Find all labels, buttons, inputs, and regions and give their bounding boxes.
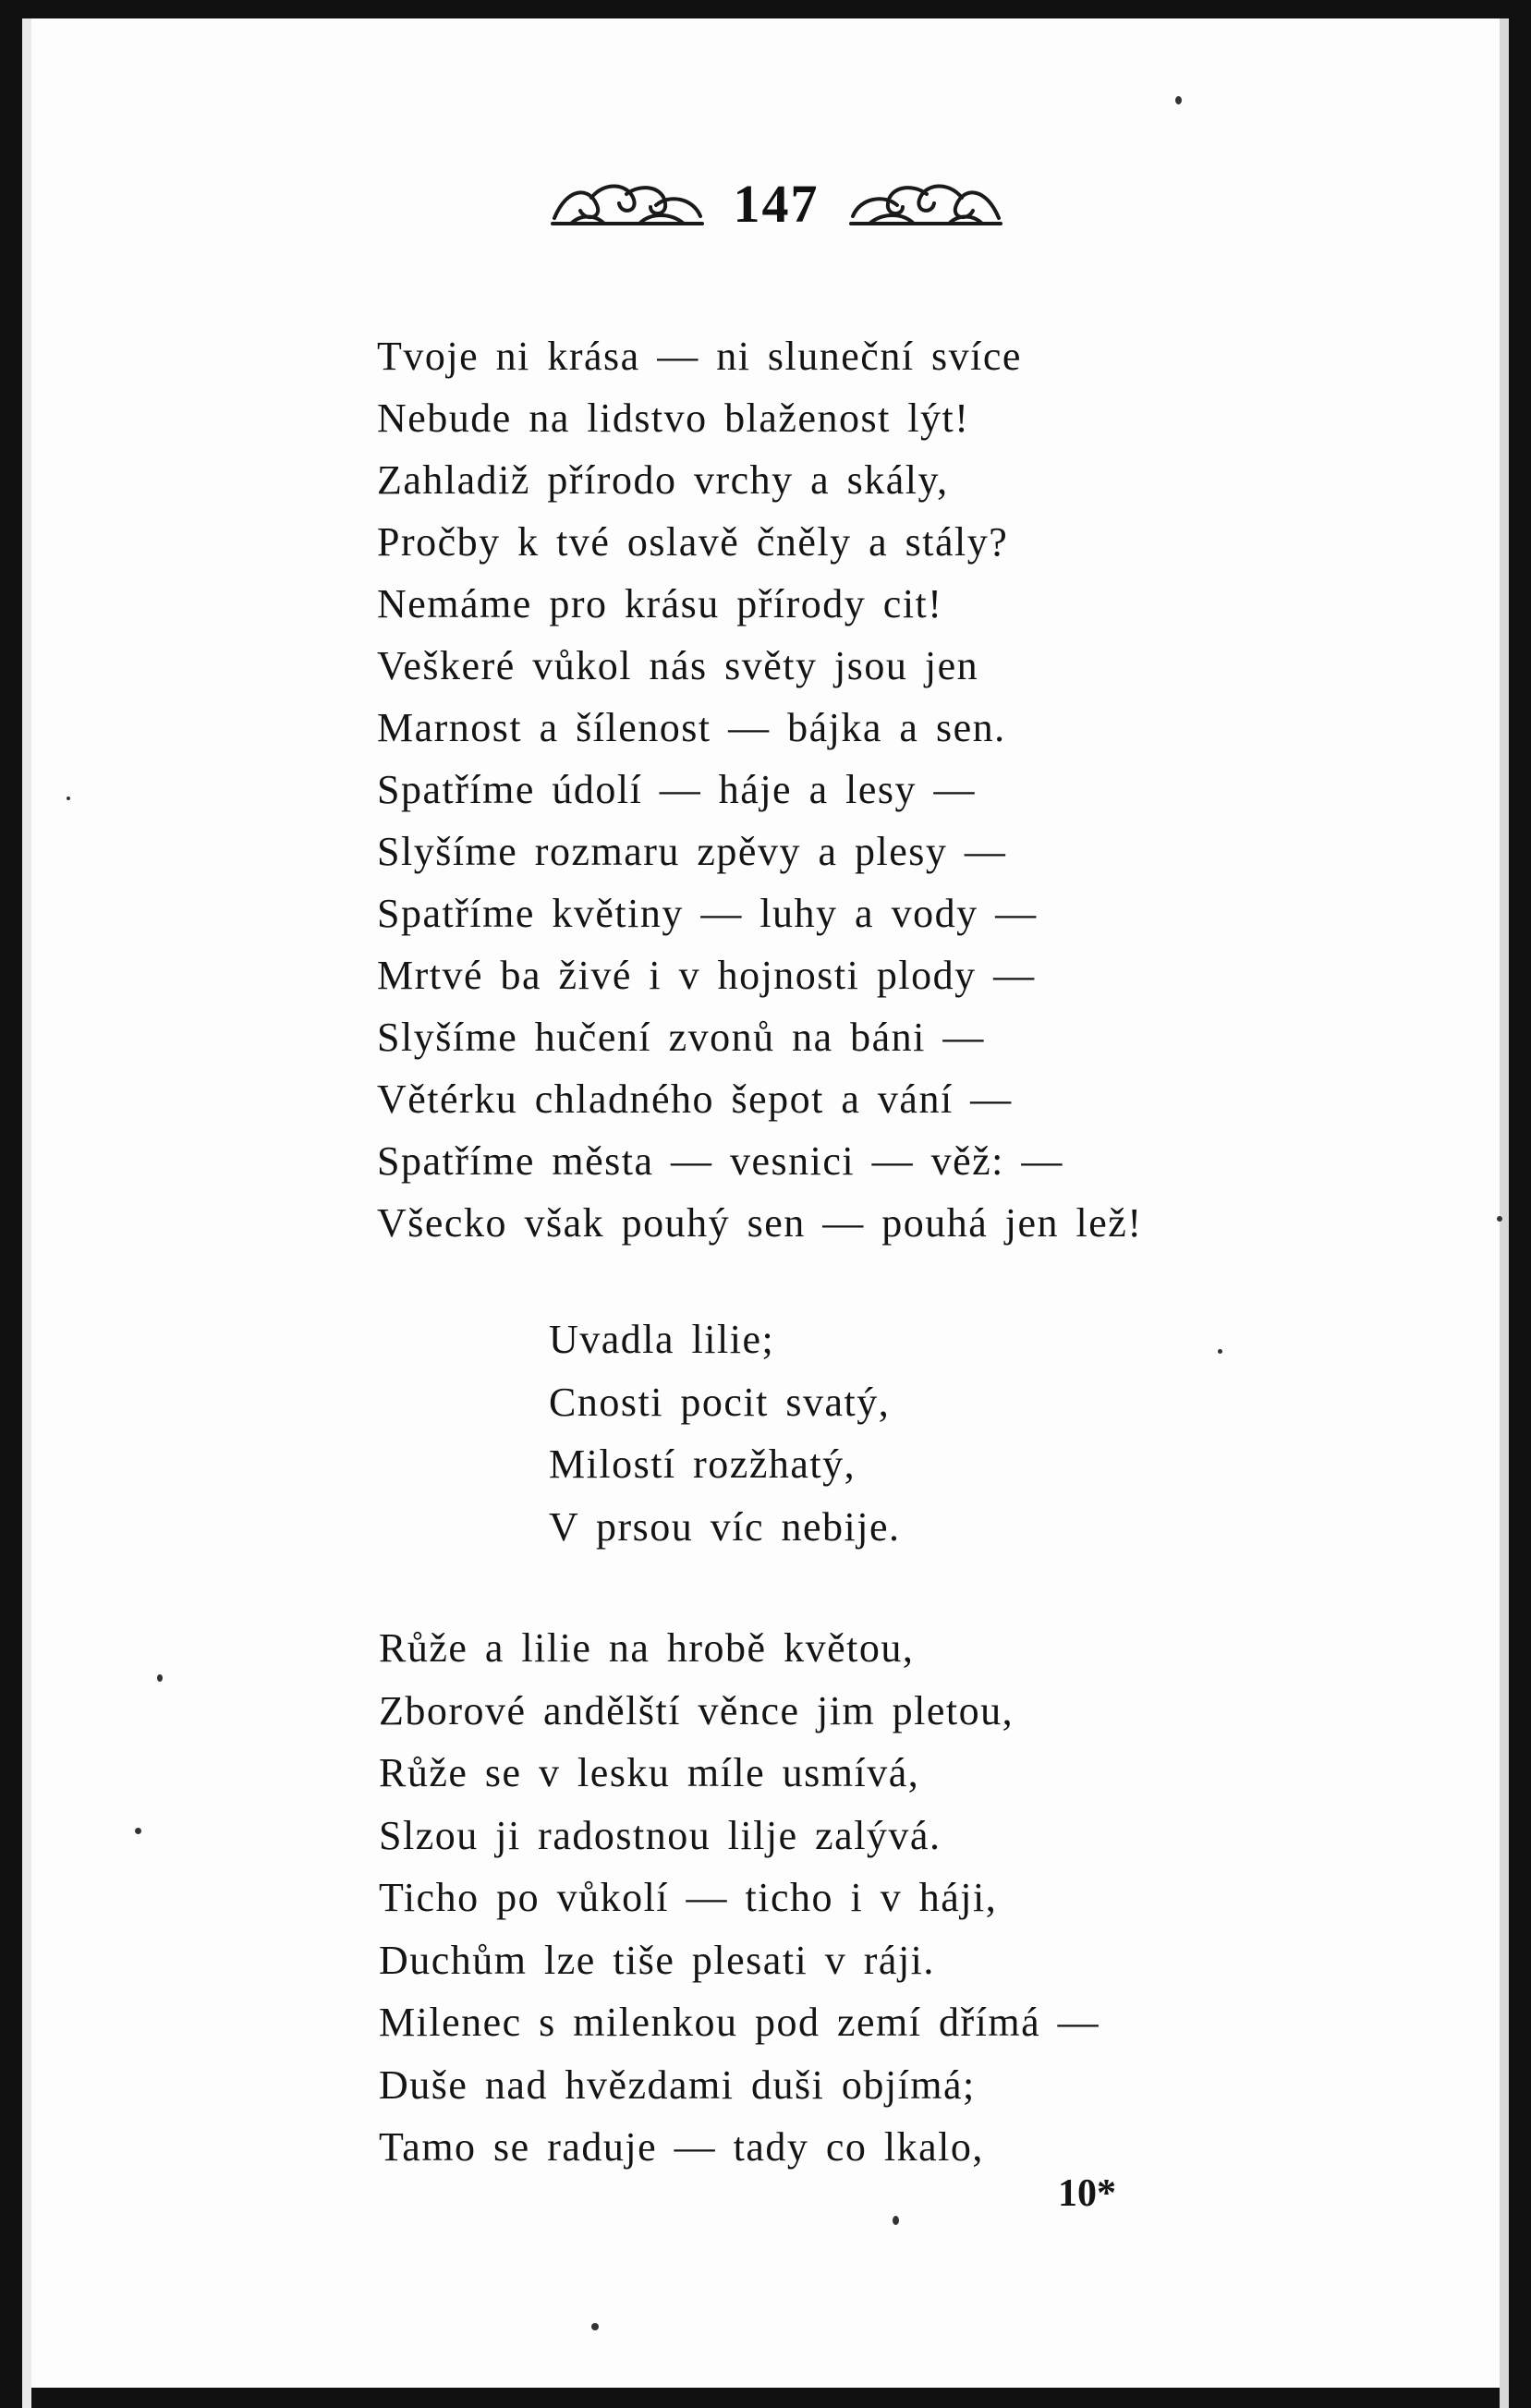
poem-line: Zborové andělští věnce jim pletou, xyxy=(379,1687,1015,1733)
poem-stanza-2 xyxy=(549,1308,901,1558)
scan-speck xyxy=(1175,96,1182,104)
scan-speck xyxy=(1218,1349,1222,1354)
signature-mark: 10* xyxy=(1058,2172,1116,2215)
page-edge-right xyxy=(1500,18,1509,2408)
scan-border-left xyxy=(0,0,22,2408)
poem-line: Spatříme květiny — luhy a vody — xyxy=(377,891,1038,936)
poem-line: Slzou ji radostnou lilje zalývá. xyxy=(379,1812,942,1858)
scan-speck xyxy=(1497,1216,1502,1222)
poem-line: Ticho po vůkolí — ticho i v háji, xyxy=(379,1875,998,1920)
scan-speck xyxy=(157,1674,163,1682)
poem-line: Větérku chladného šepot a vání — xyxy=(377,1076,1013,1122)
poem-line: Slyšíme rozmaru zpěvy a plesy — xyxy=(377,829,1007,874)
scan-speck xyxy=(591,2323,599,2330)
poem-line: Všecko však pouhý sen — pouhá jen lež! xyxy=(377,1200,1143,1246)
poem-line: Marnost a šílenost — bájka a sen. xyxy=(377,705,1006,750)
poem-line: Spatříme města — vesnici — věž: — xyxy=(377,1138,1063,1184)
poem-line: Růže se v lesku míle usmívá, xyxy=(379,1750,920,1795)
poem-line: Milenec s milenkou pod zemí dřímá — xyxy=(379,2000,1100,2045)
poem-stanza-3 xyxy=(379,1617,1100,2179)
scan-border-bottom xyxy=(0,2388,1531,2408)
poem-line: Nebude na lidstvo blaženost lýt! xyxy=(377,395,970,441)
poem-line: Veškeré vůkol nás světy jsou jen xyxy=(377,643,979,688)
scan-border-top xyxy=(0,0,1531,18)
poem-line: Spatříme údolí — háje a lesy — xyxy=(377,767,976,812)
scan-speck xyxy=(67,797,70,800)
poem-line: Mrtvé ba živé i v hojnosti plody — xyxy=(377,953,1036,998)
poem-stanza-1 xyxy=(377,325,1142,1254)
floral-ornament-right-icon xyxy=(847,177,1004,229)
floral-ornament-left-icon xyxy=(549,177,706,229)
poem-line: Tvoje ni krása — ni sluneční svíce xyxy=(377,334,1022,379)
poem-line: Růže a lilie na hrobě květou, xyxy=(379,1625,915,1671)
poem-line: Pročby k tvé oslavě čněly a stály? xyxy=(377,519,1009,565)
page-header xyxy=(545,171,1007,236)
poem-line: Duše nad hvězdami duši objímá; xyxy=(379,2061,976,2108)
poem-line: Milostí rozžhatý, xyxy=(549,1441,857,1487)
poem-line: Cnosti pocit svatý, xyxy=(549,1379,891,1425)
page-number: 147 xyxy=(733,173,820,234)
poem-line: Zahladiž přírodo vrchy a skály, xyxy=(377,457,949,503)
poem-line: Uvadla lilie; xyxy=(549,1317,775,1362)
poem-line: Duchům lze tiše plesati v ráji. xyxy=(379,1937,935,1983)
scan-speck xyxy=(135,1828,141,1834)
poem-line: Tamo se raduje — tady co lkalo, xyxy=(379,2124,984,2170)
scan-speck xyxy=(893,2216,899,2225)
poem-line: Nemáme pro krásu přírody cit! xyxy=(377,581,943,626)
page-edge-left xyxy=(22,18,31,2408)
poem-line: Slyšíme hučení zvonů na báni — xyxy=(377,1015,985,1060)
scan-border-right xyxy=(1509,0,1531,2408)
poem-line: V prsou víc nebije. xyxy=(549,1503,901,1550)
